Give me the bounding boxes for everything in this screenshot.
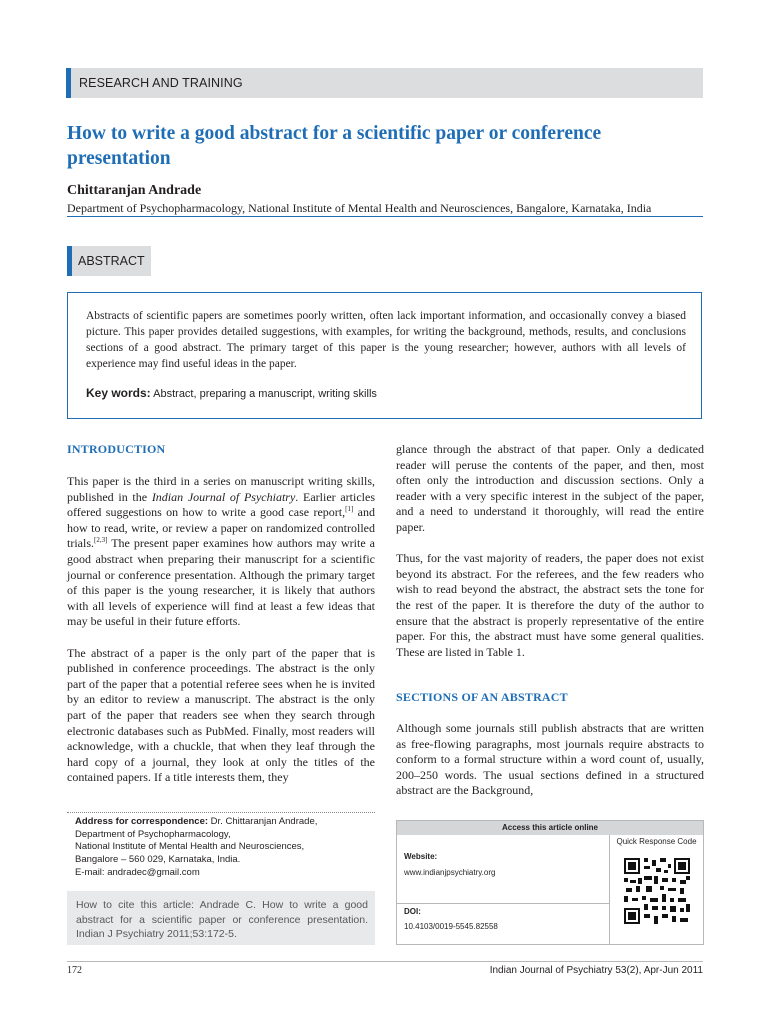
abstract-text: Abstracts of scientific papers are sometimes poorly written, often lack important information, and occasionally convey a biased picture. This paper provides detailed suggestions, with examples, for writing the background, methods, results, and conclusions sections of a good abstract. The primary target of this paper is the young researcher; however, authors with all levels of experience may find useful ideas in the paper. (86, 310, 686, 370)
correspondence-label: Address for correspondence: (75, 816, 209, 827)
citation-text: How to cite this article: Andrade C. How to write a good abstract for a scientific paper or conference presentation. Indian J Psychiatry 2011;53:172-5. (76, 899, 368, 940)
keywords-list: Abstract, preparing a manuscript, writing skills (153, 388, 377, 400)
introduction-heading: INTRODUCTION (67, 442, 166, 456)
journal-footer: Indian Journal of Psychiatry 53(2), Apr-Jun 2011 (489, 965, 703, 976)
correspondence-line-3: National Institute of Mental Health and Neurosciences, (75, 841, 305, 853)
right-paragraph-2: Thus, for the vast majority of readers, the paper does not exist beyond its abstract. For the referees, and the few readers who wish to read beyond the abstract, the abstract sets the tone for the rest of the paper. It is therefore the duty of the author to ensure that the abstract is properly representative of the entire paper. For this, the abstract must have some general qualities. These are listed in Table 1. (396, 551, 704, 659)
intro-paragraph-1 (67, 474, 375, 630)
right-column-lower (396, 721, 704, 815)
doi-label: DOI: (404, 907, 421, 916)
abstract-label: ABSTRACT (78, 254, 145, 268)
sections-heading: SECTIONS OF AN ABSTRACT (396, 690, 568, 704)
footer-divider (67, 961, 703, 962)
website-link[interactable]: www.indianjpsychiatry.org (404, 868, 496, 877)
right-paragraph-3: Although some journals still publish abstracts that are written as free-flowing paragraphs, most journals require abstracts to conform to a formal structure within a word count of, usually, 200–250 words. The usual sections defined in a structured abstract are the Background, (396, 721, 704, 798)
intro-p1-text-d: The present paper examines how authors may write a good abstract when preparing their manuscript for a scientific journal or conference presentation. Although the primary target of this paper is the young researcher, it is likely that authors with all levels of experience will find at least a few ideas that may be useful in their future efforts. (67, 536, 375, 629)
abstract-box (67, 292, 702, 419)
correspondence-email[interactable]: E-mail: andradec@gmail.com (75, 866, 200, 878)
correspondence-line-4: Bangalore – 560 029, Karnataka, India. (75, 854, 241, 866)
article-title: How to write a good abstract for a scientific paper or conference presentation (67, 123, 602, 169)
right-column (396, 442, 704, 676)
right-paragraph-1: glance through the abstract of that paper. Only a dedicated reader will peruse the contents of the paper, and then, most often only the introduction and discussion sections. Only a reader with a very specific interest in the subject of the paper, and a need to understand it thoroughly, will read the entire paper. (396, 442, 704, 534)
access-vertical-divider (609, 835, 610, 944)
doi-link[interactable]: 10.4103/0019-5545.82558 (404, 922, 498, 931)
reference-1[interactable]: [1] (345, 505, 354, 514)
page-number: 172 (67, 965, 82, 976)
intro-p1-text-c: and how to read, write, or review a paper on randomized controlled trials. (67, 505, 376, 551)
left-column (67, 474, 375, 801)
intro-paragraph-2: The abstract of a paper is the only part of the paper that is published in conference proceedings. The abstract is the only part of the paper that a potential referee sees when he is invited by an editor to review a manuscript. The abstract is the only part of the paper that readers see when they search through electronic databases such as PubMed. Finally, most readers will acknowledge, with a chuckle, that when they leaf through the hard copy of a journal, they look at only the titles of the contained papers. If a title interests them, they (67, 645, 375, 785)
access-header: Access this article online (397, 821, 703, 835)
reference-2-3[interactable]: [2,3] (94, 536, 108, 545)
section-banner (66, 68, 703, 98)
keywords-label: Key words: (86, 386, 151, 400)
intro-p1-text-b: . Earlier articles offered suggestions on how to write a good case report, (67, 489, 375, 520)
access-horizontal-divider (397, 903, 609, 904)
qr-code-icon (624, 858, 690, 924)
correspondence-line-1 (75, 816, 375, 829)
author-affiliation: Department of Psychopharmacology, National Institute of Mental Health and Neurosciences, Bangalore, Karnataka, India (67, 201, 652, 215)
access-online-box (396, 820, 704, 945)
abstract-label-box (67, 246, 151, 276)
keywords-line (86, 386, 377, 400)
correspondence-block (75, 816, 375, 880)
qr-code-label: Quick Response Code (616, 837, 697, 846)
abstract-accent-bar (67, 246, 72, 276)
section-banner-label: RESEARCH AND TRAINING (79, 76, 243, 90)
author-name: Chittaranjan Andrade (67, 183, 202, 198)
correspondence-line-2: Department of Psychopharmacology, (75, 828, 231, 840)
intro-p1-text-a: This paper is the third in a series on manuscript writing skills, published in the (67, 474, 375, 504)
affiliation-divider (67, 216, 703, 217)
correspondence-name: Dr. Chittaranjan Andrade, (208, 816, 318, 827)
journal-name-italic: Indian Journal of Psychiatry (151, 489, 296, 504)
website-label: Website: (404, 852, 438, 861)
citation-box (67, 891, 375, 945)
banner-accent-bar (66, 68, 71, 98)
correspondence-divider (67, 812, 375, 813)
